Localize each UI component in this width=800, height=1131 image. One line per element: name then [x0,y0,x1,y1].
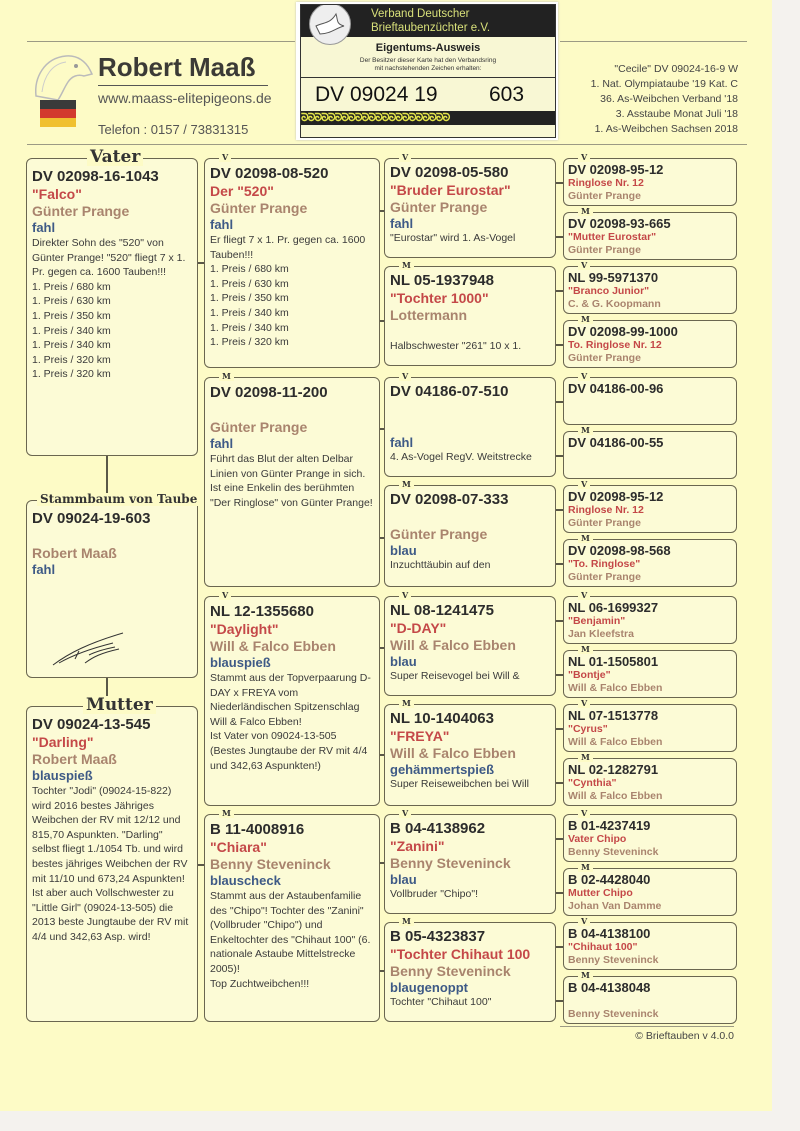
note-text: 1. Preis / 630 km [210,277,289,290]
sex-label-female: M [578,753,593,762]
header-top-rule [27,41,295,42]
pigeon-name [390,401,550,418]
subject-card[interactable] [26,492,198,678]
sex-label-female: M [399,261,414,270]
sex-label-male: V [578,591,590,600]
plumage-color: blau [390,654,417,669]
achievement-line: "Cecile" DV 09024-16-9 W [614,63,738,75]
ring-number: DV 02098-99-1000 [568,324,678,339]
ownership-card [296,2,558,140]
owner-name: Will & Falco Ebben [210,638,336,654]
sex-label-male: V [219,591,231,600]
connector-line [556,946,563,948]
ring-number: DV 04186-00-55 [568,435,664,450]
pigeon-name: Ringlose Nr. 12 [568,504,644,516]
ring-number: B 01-4237419 [568,818,651,833]
card-ring-number: DV 09024 19 [315,83,438,106]
pigeon-name: "Tochter 1000" [390,290,489,306]
gen4-card[interactable] [563,644,737,698]
note-text: 1. Preis / 320 km [32,368,111,381]
note-text: 1. Preis / 340 km [210,321,289,334]
flag-stripe-red [40,109,76,118]
sex-label-female: M [399,699,414,708]
sex-label-male: V [578,480,590,489]
sex-label-male: V [399,809,411,818]
ring-number: B 04-4138048 [568,980,651,995]
ring-number: NL 99-5971370 [568,270,659,285]
ring-number: DV 02098-95-12 [568,489,664,504]
note-text: Er fliegt 7 x 1. Pr. gegen ca. 1600 Tauben!!! [210,234,366,261]
achievement-line: 1. As-Weibchen Sachsen 2018 [594,123,738,135]
note-text: Stammt aus der Astaubenfamilie des "Chipo"! Tochter des "Zanini" (Vollbruder "Chipo") und Enkeltochter des "Chihaut 100" (6. nationale Astaube Mittelstrecke 2005)! [210,890,371,975]
note-text: 1. Preis / 680 km [210,263,289,276]
gen4-card[interactable] [563,590,737,644]
owner-name: Benny Steveninck [568,1007,659,1020]
card-org-line1: Verband Deutscher [371,8,470,20]
gen2-card[interactable] [204,808,380,1022]
sex-label-female: M [578,971,593,980]
ring-number: DV 04186-00-96 [568,381,664,396]
flag-stripe-black [40,100,76,109]
owner-name: Jan Kleefstra [568,627,634,640]
owner-name: Günter Prange [568,570,641,583]
gen4-card[interactable] [563,698,737,752]
owner-name: Günter Prange [568,189,641,202]
dove-emblem-icon [309,4,351,45]
card-ring-suffix: 603 [489,83,525,106]
achievement-line: 36. As-Weibchen Verband '18 [600,93,738,105]
mother-label: Mutter [83,696,156,714]
pigeon-name: "FREYA" [390,728,450,744]
pigeon-name: "Mutter Eurostar" [568,231,657,243]
owner-name: Will & Falco Ebben [568,735,663,748]
connector-line [556,782,563,784]
sex-label-female: M [578,534,593,543]
note-text: Direkter Sohn des "520" von Günter Prange! "520" fliegt 7 x 1. Pr. gegen ca. 1600 Tauben!!! [32,237,186,279]
sex-label-female: M [578,645,593,654]
note-text: 1. Preis / 340 km [210,306,289,319]
ring-number: DV 02098-98-568 [568,543,671,558]
connector-line [556,455,563,457]
pigeon-name [568,995,732,1008]
sex-label-male: V [578,809,590,818]
page-edge-bottom [0,1111,800,1131]
sex-label-male: V [578,699,590,708]
gen3-card[interactable] [384,152,556,258]
pigeon-name: "Zanini" [390,838,445,854]
sex-label-female: M [399,917,414,926]
owner-name: Benny Steveninck [568,953,659,966]
pigeon-name: Vater Chipo [568,833,627,845]
plumage-color: fahl [390,216,414,231]
pigeon-name [390,509,550,526]
ring-number: B 02-4428040 [568,872,651,887]
ring-number: B 11-4008916 [210,821,305,838]
sex-label-female: M [578,207,593,216]
owner-name: Günter Prange [568,351,641,364]
page-edge [772,0,800,1131]
pigeon-name: "Darling" [32,734,94,750]
gen3-card[interactable] [384,479,556,587]
connector-line [556,563,563,565]
gen4-card[interactable] [563,260,737,314]
owner-name: Robert Maaß [32,545,117,561]
note-text: Halbschwester "261" 10 x 1. [390,340,522,352]
note-text: Super Reisevogel bei Will & [390,670,520,682]
pigeon-name [210,402,374,419]
gen3-card[interactable] [384,698,556,806]
plumage-color: blau [390,872,417,887]
breeder-name: Robert Maaß [98,52,256,82]
note-text: 1. Preis / 340 km [32,339,111,352]
note-text: 1. Preis / 340 km [32,324,111,337]
owner-name: Benny Steveninck [390,855,511,871]
owner-name: Benny Steveninck [390,963,511,979]
gen4-card[interactable] [563,152,737,206]
breeder-name-underline [98,85,268,86]
ring-number: DV 02098-93-665 [568,216,671,231]
note-text: Stammt aus der Topverpaarung D-DAY x FREYA vom Niederländischen Spitzenschlag Will & Falco Ebben! [210,672,371,728]
ring-number: NL 06-1699327 [568,600,659,615]
connector-line [556,290,563,292]
card-subtitle [301,57,555,73]
plumage-color: blaugenoppt [390,980,468,995]
pigeon-name: "Bontje" [568,669,611,681]
ring-number: B 05-4323837 [390,928,486,945]
owner-name: Will & Falco Ebben [568,789,663,802]
connector-line [556,1000,563,1002]
ring-number: NL 12-1355680 [210,603,314,620]
owner-name: Günter Prange [210,200,308,216]
note-text: Super Reiseweibchen bei Will [390,778,529,790]
plumage-color: gehämmertspieß [390,762,495,777]
note-text: 1. Preis / 350 km [32,309,111,322]
pigeon-name: Ringlose Nr. 12 [568,177,644,189]
achievement-line: 3. Asstaube Monat Juli '18 [615,108,738,120]
phone-number: Telefon : 0157 / 73831315 [98,122,249,137]
sex-label-male: V [578,917,590,926]
gen4-card[interactable] [563,425,737,479]
note-text: Führt das Blut der alten Delbar Linien von Günter Prange in sich. Ist eine Enkelin des berühmten "Der Ringlose" von Günter Prange! [210,453,373,509]
gen2-card[interactable] [204,590,380,806]
pigeon-name: "Tochter Chihaut 100 [390,946,531,962]
plumage-color: blauspieß [32,768,93,783]
connector-line [556,620,563,622]
connector-line [556,892,563,894]
note-text: Ist Vater von 09024-13-505 (Bestes Jungtaube der RV mit 4/4 und 342,63 Aspunkten!) [210,730,368,772]
plumage-color: blau [390,543,417,558]
ring-number: DV 02098-95-12 [568,162,664,177]
card-header [301,5,555,37]
gen4-card[interactable] [563,916,737,970]
note-text: 1. Preis / 320 km [210,336,289,349]
gen2-card[interactable] [204,371,380,587]
gen4-card[interactable] [563,752,737,806]
gen4-card[interactable] [563,808,737,862]
card-ring-row [301,77,555,112]
ring-number: DV 02098-11-200 [210,384,328,401]
header-top-rule-right [560,41,747,42]
owner-name: Günter Prange [568,516,641,529]
ring-number: NL 05-1937948 [390,272,494,289]
sex-label-male: V [399,153,411,162]
german-flag-icon [40,100,76,127]
sex-label-female: M [399,480,414,489]
gen3-card[interactable] [384,808,556,914]
signature-icon [49,629,139,669]
owner-name: Günter Prange [568,243,641,256]
gen4-card[interactable] [563,862,737,916]
owner-name: Will & Falco Ebben [390,745,516,761]
sex-label-male: V [578,261,590,270]
ring-number: DV 02098-08-520 [210,165,329,182]
connector-line [556,728,563,730]
ring-number: NL 07-1513778 [568,708,659,723]
note-text: 1. Preis / 350 km [210,292,289,305]
owner-name: Will & Falco Ebben [390,637,516,653]
gen4-card[interactable] [563,479,737,533]
note-text: 4. As-Vogel RegV. Weitstrecke [390,451,532,463]
copyright-text: © Brieftauben v 4.0.0 [635,1030,734,1042]
gen2-card[interactable] [204,152,380,368]
sex-label-female: M [578,426,593,435]
ring-number: NL 10-1404063 [390,710,494,727]
owner-name: Günter Prange [210,419,308,435]
plumage-color: fahl [210,436,234,451]
sex-label-male: V [578,372,590,381]
sex-label-female: M [219,809,234,818]
pigeon-name: "Cynthia" [568,777,617,789]
ring-number: B 04-4138962 [390,820,486,837]
ring-number: NL 08-1241475 [390,602,494,619]
pigeon-name: "Chiara" [210,839,267,855]
plumage-color: blauspieß [210,655,271,670]
website-link[interactable]: www.maass-elitepigeons.de [98,90,272,106]
ring-number: DV 02098-05-580 [390,164,509,181]
owner-name: Lottermann [390,307,467,323]
owner-name: Günter Prange [390,199,488,215]
gen3-card[interactable] [384,260,556,366]
pigeon-name: "Branco Junior" [568,285,650,297]
note-text: 1. Preis / 680 km [32,280,111,293]
card-pattern-band: ᘐᘐᘐᘐᘐᘐᘐᘐᘐᘐᘐᘐᘐᘐᘐᘐᘐᘐᘐᘐᘐᘐ [301,111,555,125]
owner-name: C. & G. Koopmann [568,297,661,310]
owner-name: Günter Prange [390,526,488,542]
note-text: 1. Preis / 630 km [32,295,111,308]
pigeon-name: "Chihaut 100" [568,941,638,953]
sex-label-male: V [578,153,590,162]
sex-label-male: V [219,153,231,162]
connector-line [556,509,563,511]
plumage-color: fahl [32,220,56,235]
note-text: "Eurostar" wird 1. As-Vogel [390,232,516,244]
gen4-card[interactable] [563,314,737,368]
connector-line [556,182,563,184]
pigeon-name: Mutter Chipo [568,887,633,899]
flag-stripe-gold [40,118,76,127]
pigeon-name [568,396,732,409]
pigeon-name: "Daylight" [210,621,279,637]
pigeon-name [568,450,732,463]
owner-name: Benny Steveninck [210,856,331,872]
connector-line [556,838,563,840]
footer-rule [560,1026,734,1027]
owner-name: Günter Prange [32,203,130,219]
card-org-line2: Brieftaubenzüchter e.V. [371,22,491,34]
plumage-color: blauscheck [210,873,281,888]
plumage-color [390,324,550,340]
sex-label-male: V [399,372,411,381]
pigeon-name: To. Ringlose Nr. 12 [568,339,662,351]
subject-label: Stammbaum von Taube [37,493,200,506]
pigeon-name: "D-DAY" [390,620,447,636]
father-card[interactable] [26,147,198,456]
connector-line [556,236,563,238]
gen4-card[interactable] [563,371,737,425]
owner-name: Will & Falco Ebben [568,681,663,694]
ring-number: NL 01-1505801 [568,654,659,669]
owner-name [390,418,550,435]
achievement-line: 1. Nat. Olympiataube '19 Kat. C [590,78,738,90]
note-text: Vollbruder "Chipo"! [390,888,479,900]
sex-label-male: V [399,591,411,600]
note-text: Tochter "Jodi" (09024-15-822) wird 2016 bestes Jähriges Weibchen der RV mit 12/12 und 815,70 Aspunkten. "Darling" selbst fliegt 1./1054 Tb. und wird bestes jähriges Weibchen der RV mit 11/10 und 673,24 Aspunkten! Ist aber auch Vollschwester zu "Little Girl" (09024-13-505) die 2013 beste Jungtaube der RV mit 4/4 und 342,63 Asp. wird! [32,785,189,943]
card-sub-line2: mit nachstehenden Zeichen erhalten: [374,65,482,72]
gen3-card[interactable] [384,371,556,477]
pigeon-name: "Benjamin" [568,615,626,627]
plumage-color: fahl [32,562,56,577]
pigeon-name: Der "520" [210,183,274,199]
ring-number: DV 09024-19-603 [32,510,151,527]
pigeon-name: "To. Ringlose" [568,558,641,570]
achievements-list [566,62,738,137]
gen3-card[interactable] [384,590,556,696]
sex-label-female: M [219,372,234,381]
note-text: Top Zuchtweibchen!!! [210,977,310,990]
connector-line [556,674,563,676]
plumage-color: fahl [390,435,414,450]
ring-number: DV 02098-07-333 [390,491,509,508]
ring-number: B 04-4138100 [568,926,651,941]
owner-name: Benny Steveninck [568,845,659,858]
ring-number: NL 02-1282791 [568,762,659,777]
gen4-card[interactable] [563,533,737,587]
gen3-card[interactable] [384,916,556,1022]
connector-line [556,401,563,403]
mother-card[interactable] [26,695,198,1022]
ring-number: DV 02098-16-1043 [32,168,159,185]
ring-number: DV 09024-13-545 [32,716,151,733]
sex-label-female: M [578,863,593,872]
owner-name: Johan Van Damme [568,899,662,912]
card-title: Eigentums-Ausweis [375,42,481,54]
note-text: Tochter "Chihaut 100" [390,996,492,1008]
plumage-color: fahl [210,217,234,232]
ring-number: DV 04186-07-510 [390,383,509,400]
pigeon-name: "Bruder Eurostar" [390,182,511,198]
pigeon-name: "Falco" [32,186,82,202]
note-text: Inzuchttäubin auf den [390,559,491,571]
connector-line [556,344,563,346]
pigeon-head-logo-icon [32,52,94,102]
owner-name: Robert Maaß [32,751,117,767]
pigeon-name: "Cyrus" [568,723,608,735]
note-text: 1. Preis / 320 km [32,353,111,366]
gen4-card[interactable] [563,970,737,1024]
header-bottom-rule [27,144,747,145]
gen4-card[interactable] [563,206,737,260]
father-label: Vater [87,148,143,166]
card-sub-line1: Der Besitzer dieser Karte hat den Verbandsring [359,57,497,64]
sex-label-female: M [578,315,593,324]
